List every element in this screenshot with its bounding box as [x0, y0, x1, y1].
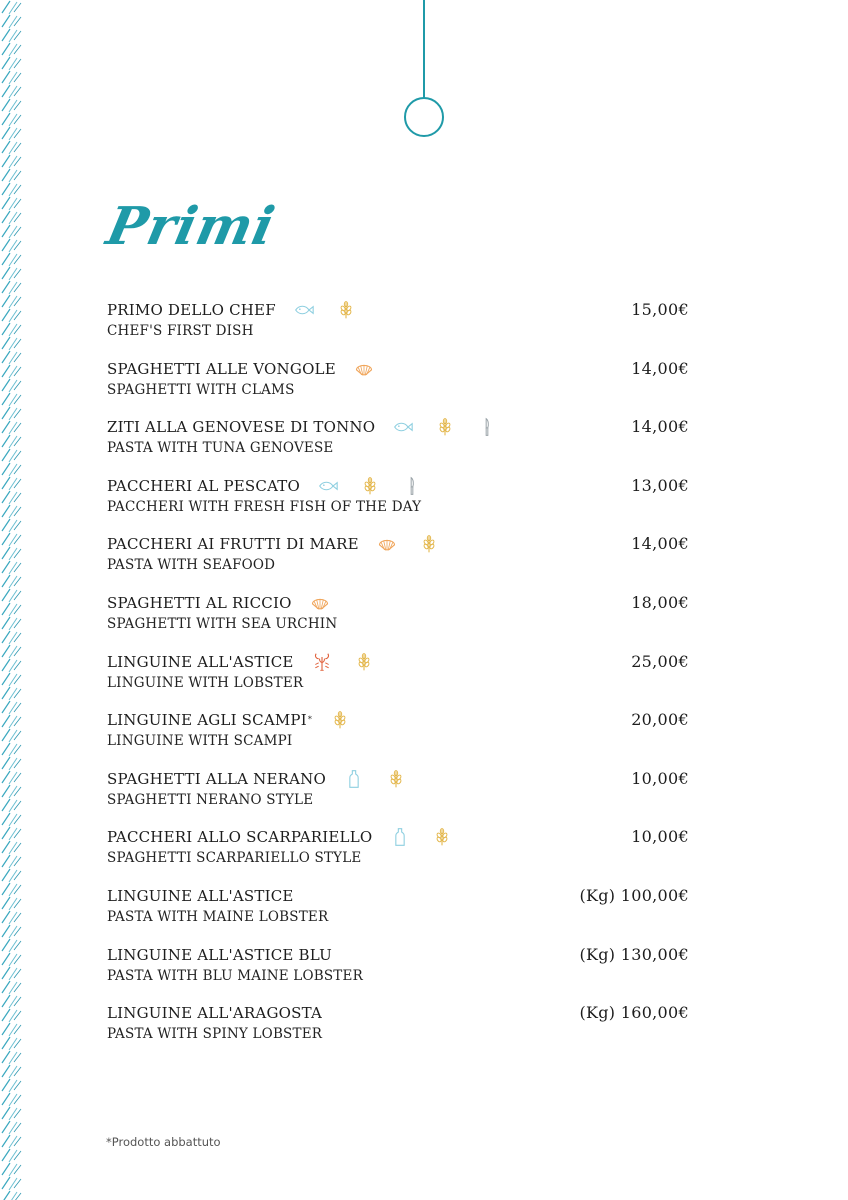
item-price: 13,00€ — [631, 475, 689, 495]
item-price: 25,00€ — [631, 651, 689, 671]
item-description: PASTA WITH MAINE LOBSTER — [107, 908, 329, 925]
item-name-text: LINGUINE ALL'ASTICE BLU — [107, 945, 332, 964]
item-description: CHEF'S FIRST DISH — [107, 323, 254, 339]
allergen-icons — [312, 652, 374, 672]
section-title: Primi — [101, 196, 281, 257]
menu-item — [107, 1001, 689, 1060]
menu-item — [107, 591, 689, 650]
item-name-text: SPAGHETTI ALLE VONGOLE — [107, 359, 336, 378]
allergen-icons — [330, 710, 350, 730]
item-name-text: PRIMO DELLO CHEF — [107, 301, 276, 319]
item-price: (Kg) 100,00€ — [579, 885, 689, 905]
item-name-text: LINGUINE ALL'ARAGOSTA — [107, 1004, 323, 1023]
item-description: PACCHERI WITH FRESH FISH OF THE DAY — [107, 498, 422, 515]
item-price: (Kg) 160,00€ — [579, 1003, 689, 1023]
item-name-text: PACCHERI AL PESCATO — [107, 476, 300, 495]
menu-item — [107, 708, 689, 767]
item-description: LINGUINE WITH SCAMPI — [107, 733, 293, 750]
item-description: LINGUINE WITH LOBSTER — [107, 674, 304, 691]
knife-icon — [477, 417, 497, 437]
gluten-icon — [360, 476, 380, 496]
item-name — [107, 767, 689, 791]
decorative-border — [0, 0, 22, 1200]
menu-item — [107, 650, 689, 709]
item-price: 14,00€ — [631, 417, 689, 437]
item-name — [107, 298, 689, 322]
bottle-icon — [344, 769, 364, 789]
item-name-text: SPAGHETTI ALLA NERANO — [107, 769, 326, 788]
gluten-icon — [354, 652, 374, 672]
item-name — [107, 708, 689, 732]
item-name — [107, 415, 689, 439]
allergen-icons — [393, 417, 497, 437]
gluten-icon — [432, 827, 452, 847]
gluten-icon — [330, 710, 350, 730]
item-name — [107, 474, 689, 498]
menu-item — [107, 825, 689, 884]
item-description: PASTA WITH BLU MAINE LOBSTER — [107, 967, 363, 984]
gluten-icon — [419, 534, 439, 554]
menu-item — [107, 884, 689, 943]
item-name — [107, 825, 689, 849]
allergen-icons — [390, 827, 452, 847]
item-description: SPAGHETTI SCARPARIELLO STYLE — [107, 850, 362, 867]
fish-icon — [318, 476, 338, 496]
allergen-icons — [354, 359, 374, 379]
menu-item — [107, 415, 689, 474]
gluten-icon — [386, 769, 406, 789]
fish-icon — [294, 300, 314, 320]
pendant-line — [423, 0, 425, 98]
item-description: PASTA WITH SEAFOOD — [107, 557, 276, 574]
item-description: SPAGHETTI WITH CLAMS — [107, 381, 295, 398]
menu-list — [107, 298, 689, 1060]
item-name-text: LINGUINE ALL'ASTICE — [107, 886, 294, 905]
shell-icon — [377, 534, 397, 554]
fish-icon — [393, 417, 413, 437]
item-name-text: PACCHERI AI FRUTTI DI MARE — [107, 535, 359, 554]
menu-item — [107, 474, 689, 533]
menu-item — [107, 357, 689, 416]
menu-item — [107, 532, 689, 591]
item-name-text: LINGUINE AGLI SCAMPI — [107, 711, 307, 730]
item-price: 14,00€ — [631, 358, 689, 378]
menu-item — [107, 767, 689, 826]
shell-icon — [354, 359, 374, 379]
item-price: 10,00€ — [631, 768, 689, 788]
item-description: SPAGHETTI WITH SEA URCHIN — [107, 615, 338, 632]
gluten-icon — [336, 300, 356, 320]
knife-icon — [402, 476, 422, 496]
item-name-text: PACCHERI ALLO SCARPARIELLO — [107, 828, 373, 847]
item-price: (Kg) 130,00€ — [579, 944, 689, 964]
menu-item — [107, 943, 689, 1002]
item-name-text: LINGUINE ALL'ASTICE — [107, 652, 294, 671]
item-name-text: ZITI ALLA GENOVESE DI TONNO — [107, 418, 376, 437]
item-price: 14,00€ — [631, 534, 689, 554]
item-name — [107, 357, 689, 381]
shell-icon — [310, 593, 330, 613]
footnote-mark: * — [307, 715, 313, 725]
allergen-icons — [294, 300, 356, 320]
item-description: PASTA WITH TUNA GENOVESE — [107, 440, 334, 457]
item-name — [107, 532, 689, 556]
allergen-icons — [344, 769, 406, 789]
allergen-icons — [310, 593, 330, 613]
item-description: SPAGHETTI NERANO STYLE — [107, 791, 314, 808]
item-price: 10,00€ — [631, 827, 689, 847]
item-name — [107, 650, 689, 674]
item-price: 18,00€ — [631, 592, 689, 612]
allergen-icons — [377, 534, 439, 554]
item-price: 15,00€ — [631, 300, 689, 319]
item-name — [107, 591, 689, 615]
item-price: 20,00€ — [631, 710, 689, 730]
gluten-icon — [435, 417, 455, 437]
menu-item — [107, 298, 689, 357]
pendant-ring — [404, 97, 444, 137]
lobster-icon — [312, 652, 332, 672]
allergen-icons — [318, 476, 422, 496]
item-description: PASTA WITH SPINY LOBSTER — [107, 1026, 323, 1043]
bottle-icon — [390, 827, 410, 847]
footnote: *Prodotto abbattuto — [106, 1135, 221, 1149]
item-name-text: SPAGHETTI AL RICCIO — [107, 593, 292, 612]
